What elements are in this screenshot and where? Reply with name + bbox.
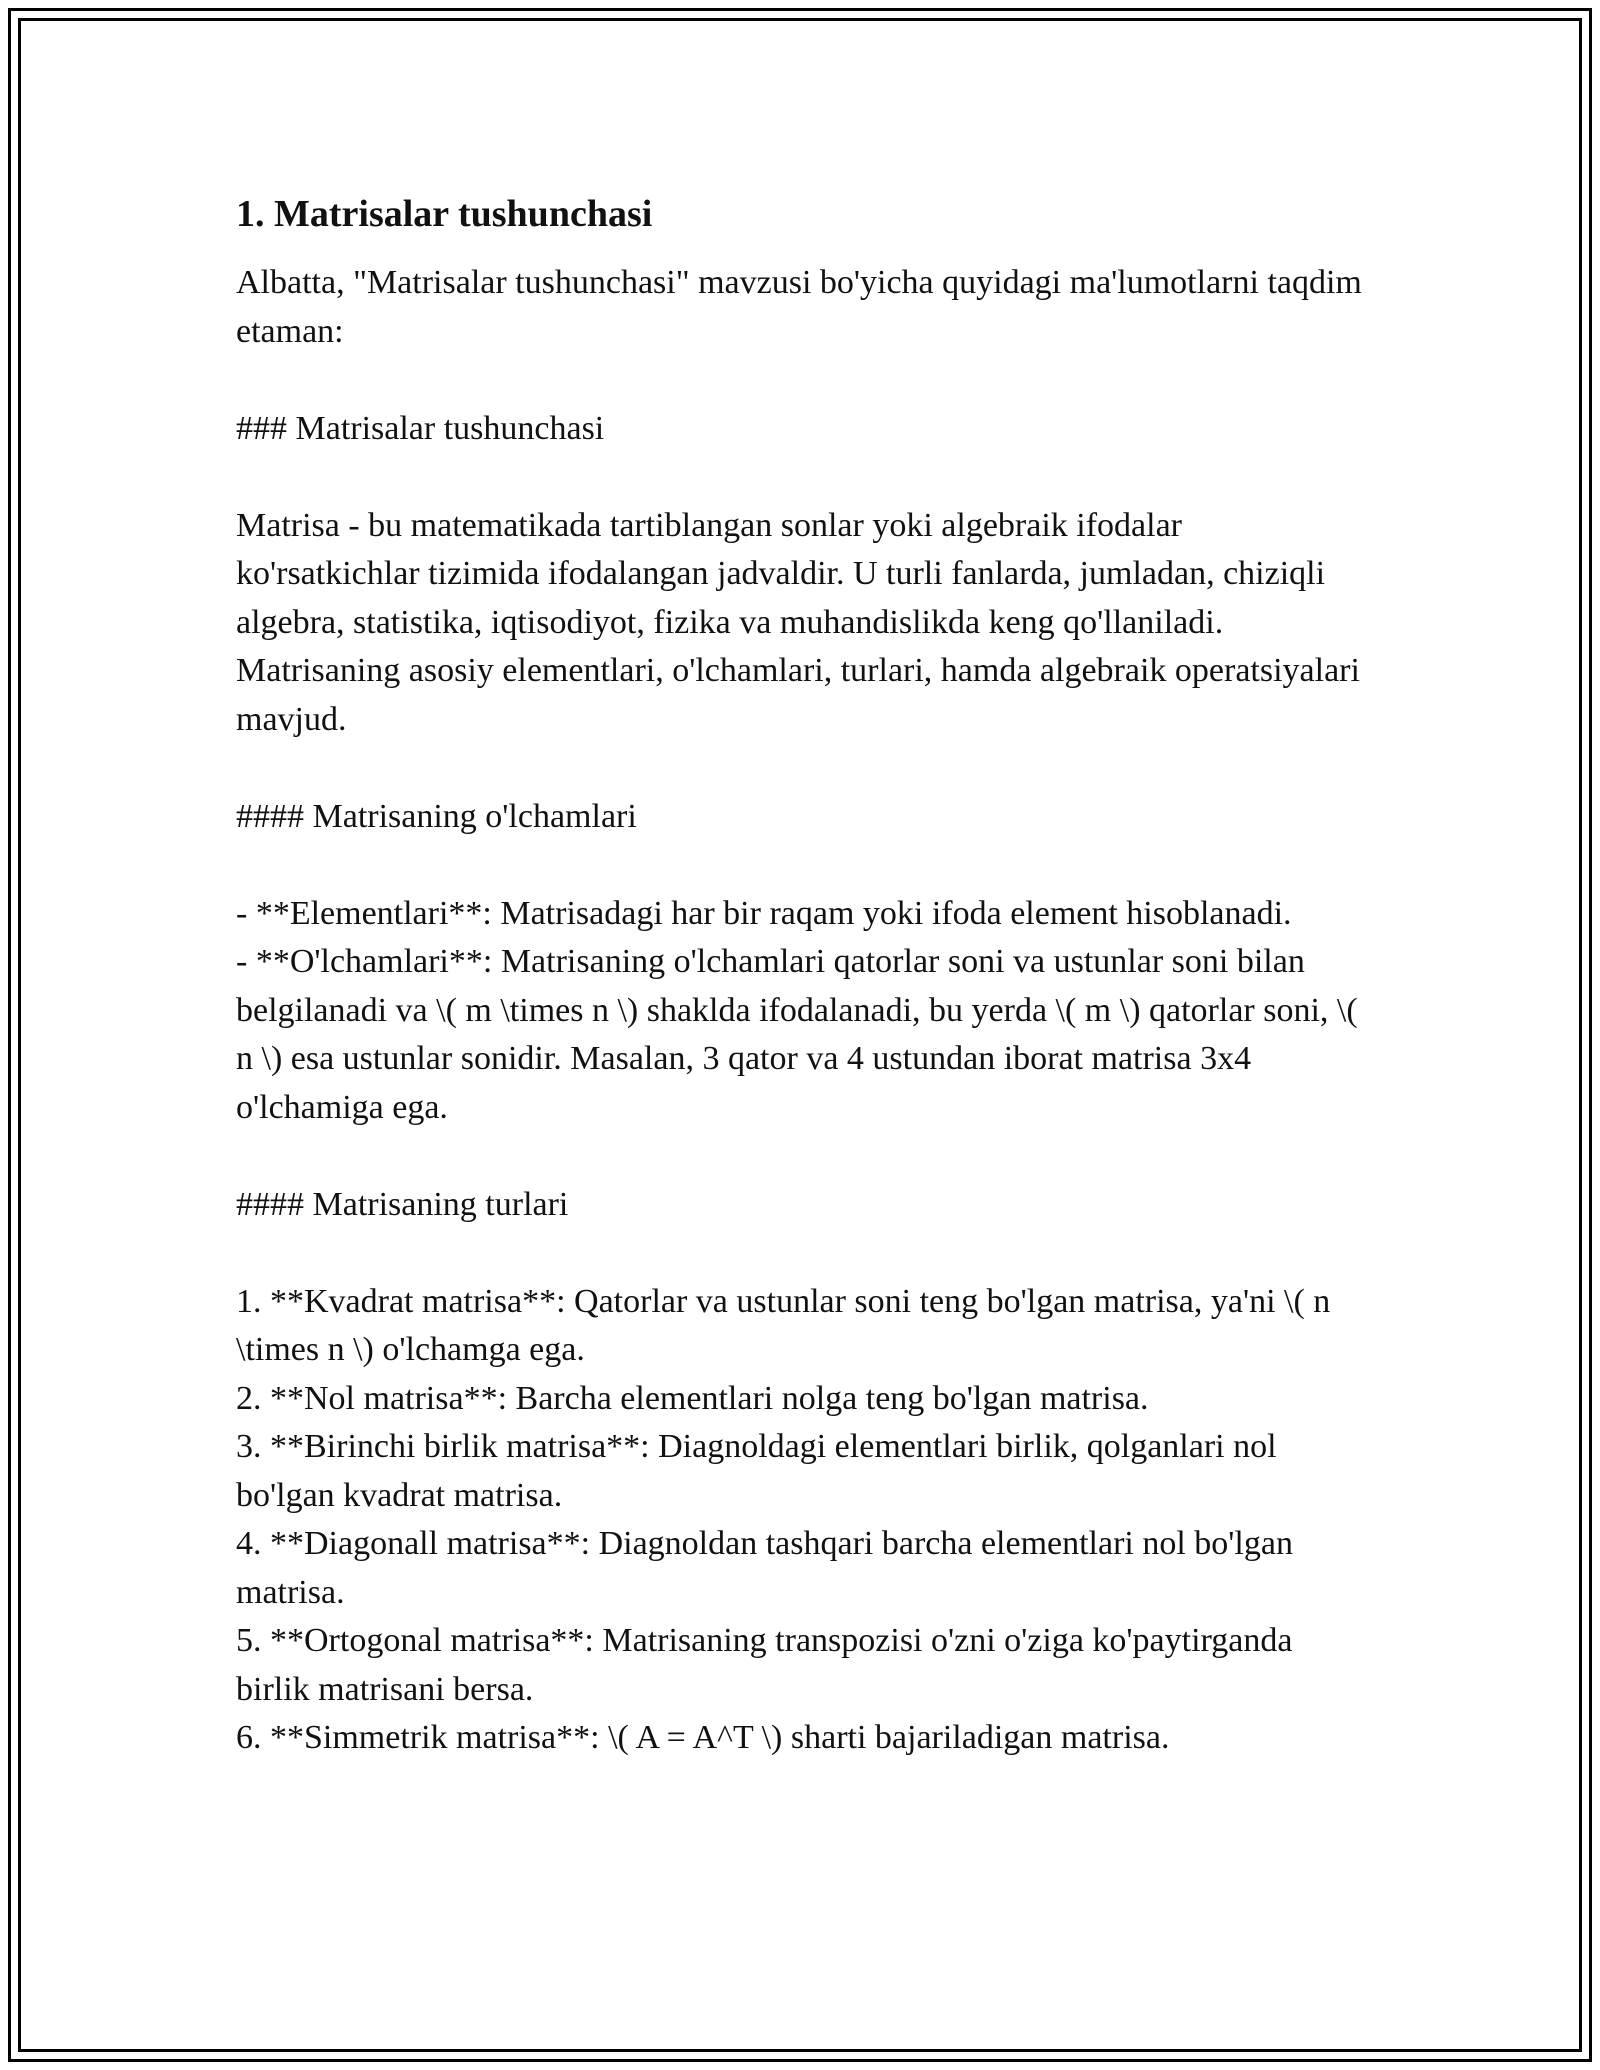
document-title: 1. Matrisalar tushunchasi [236, 193, 653, 235]
document-body [236, 180, 1371, 1763]
list-item: 1. **Kvadrat matrisa**: Qatorlar va ustunlar soni teng bo'lgan matrisa, ya'ni \( n \times n \) o'lchamga ega. [236, 1282, 1339, 1368]
list-item: 6. **Simmetrik matrisa**: \( A = A^T \) sharti bajariladigan matrisa. [236, 1719, 1170, 1756]
types-list [236, 1278, 1366, 1763]
list-item: - **O'lchamlari**: Matrisaning o'lchamlari qatorlar soni va ustunlar soni bilan belgilanadi va \( m \times n \) shaklda ifodalanadi, bu yerda \( m \) qatorlar soni, \( n \) esa ustunlar sonidir. Masalan, 3 qator va 4 ustundan iborat matrisa 3x4 o'lchamiga ega. [236, 943, 1367, 1126]
section-heading-main: ### Matrisalar tushunchasi [236, 409, 605, 447]
list-item: - **Elementlari**: Matrisadagi har bir raqam yoki ifoda element hisoblanadi. [236, 894, 1292, 932]
section-heading-dimensions: #### Matrisaning o'lchamlari [236, 797, 637, 835]
list-item: 2. **Nol matrisa**: Barcha elementlari nolga teng bo'lgan matrisa. [236, 1379, 1149, 1417]
dimensions-list [236, 890, 1366, 1133]
list-item: 4. **Diagonall matrisa**: Diagnoldan tashqari barcha elementlari nol bo'lgan matrisa. [236, 1525, 1302, 1611]
list-item: 5. **Ortogonal matrisa**: Matrisaning transpozisi o'zni o'ziga ko'paytirganda birlik matrisani bersa. [236, 1622, 1301, 1708]
definition-paragraph: Matrisa - bu matematikada tartiblangan sonlar yoki algebraik ifodalar ko'rsatkichlar tizimida ifodalangan jadvaldir. U turli fanlarda, jumladan, chiziqli algebra, statistika, iqtisodiyot, fizika va muhandislikda keng qo'llaniladi. Matrisaning asosiy elementlari, o'lchamlari, turlari, hamda algebraik operatsiyalari mavjud. [236, 506, 1369, 738]
section-heading-types: #### Matrisaning turlari [236, 1185, 569, 1223]
intro-paragraph: Albatta, "Matrisalar tushunchasi" mavzusi bo'yicha quyidagi ma'lumotlarni taqdim etaman: [236, 264, 1371, 350]
list-item: 3. **Birinchi birlik matrisa**: Diagnoldagi elementlari birlik, qolganlari nol bo'lgan kvadrat matrisa. [236, 1428, 1286, 1514]
